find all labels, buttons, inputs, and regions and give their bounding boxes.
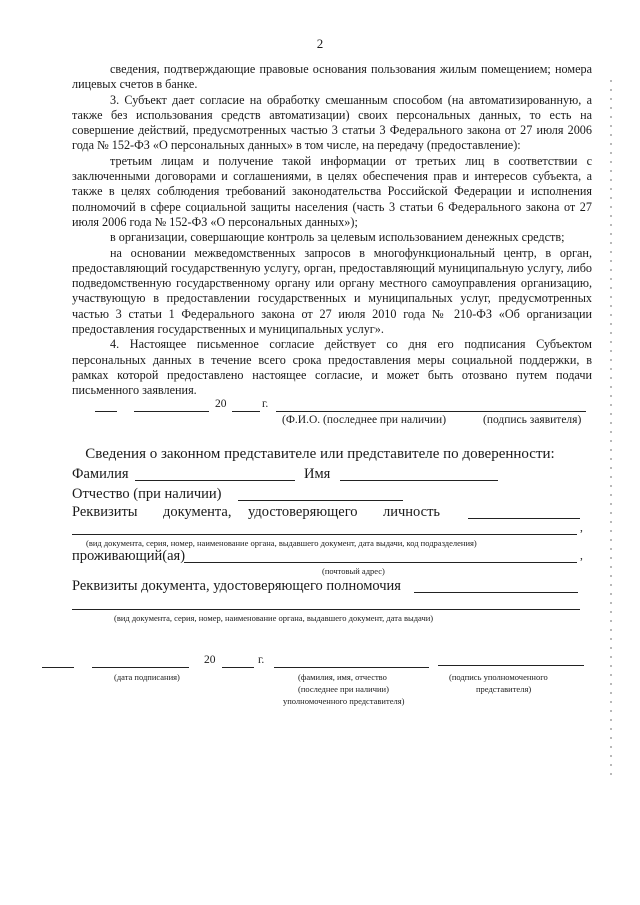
postal-address-field[interactable] [184,562,577,563]
date-caption: (дата подписания) [114,672,180,682]
rep-month-line[interactable] [92,667,189,668]
rep-sign-caption-1: (подпись уполномоченного [449,672,548,682]
id-doc-field-1[interactable] [468,518,580,519]
rep-fio-line[interactable] [274,667,429,668]
page-number: 2 [316,36,324,51]
rep-fio-caption-1: (фамилия, имя, отчество [298,672,387,682]
fio-caption: (Ф.И.О. (последнее при наличии) [282,414,447,426]
applicant-fio-sign-line[interactable] [276,411,586,412]
id-doc-caption: (вид документа, серия, номер, наименование органа, выдавшего документ, дата выдачи, код подразделения) [86,538,477,548]
paragraph-interagency: на основании межведомственных запросов в многофункциональный центр, в орган, предоставляющий государственную услугу, орган, предоставляющий муниципальную услугу, либо подведомственную государственному органу или органу местного самоуправления организацию, участвующую в предоставлении государственных и муниципальных услуг, предусмотренных частью 3 статьи 1 Федерального закона от 27 июля 2010 года № 210-ФЗ «Об организации предоставления государственных и муниципальных услуг». [72,245,592,337]
paragraph-third-parties: третьим лицам и получение такой информации от третьих лиц в соответствии с заключенными договорами и соглашениями, в целях обеспечения прав и интересов субъекта, а также в целях соблюдения требований законодательства Российской Федерации и исполнения полномочий в сфере социальной защиты населения (часть 3 статьи 6 Федерального закона от 27 июля 2006 года № 152-ФЗ «О персональных данных»); [72,153,592,229]
patronymic-field[interactable] [238,500,403,501]
document-page: 2 сведения, подтверждающие правовые основания пользования жилым помещением; номера лицевых счетов в банке. 3. Субъект дает согласие на обработку смешанным способом (на автоматизированную, а также без использования средств автоматизации) своих персональных данных, то есть на совершение действий, предусмотренных частью 3 статьи 3 Федерального закона от 27 июля 2006 года № 152-ФЗ «О персональных данных» в том числе, на передачу (предоставление): третьим лицам и получение такой информации от третьих лиц в соответствии с заключенными договорами и соглашениями, в целях обеспечения прав и интересов субъекта, а также в целях соблюдения требований законодательства Российской Федерации и исполнения полномочий в сфере социальной защиты населения (часть 3 статьи 6 Федерального закона от 27 июля 2006 года № 152-ФЗ «О персональных данных»); в организации, совершающие контроль за целевым использованием денежных средств; на основании межведомственных запросов в многофункциональный центр, в орган, предоставляющий государственную услугу, орган, предоставляющий муниципальную услугу, либо подведомственную государственному органу или органу местного самоуправления организацию, участвующую в предоставлении государственных и муниципальных услуг, предусмотренных частью 3 статьи 1 Федерального закона от 27 июля 2010 года № 210-ФЗ «Об организации предоставления государственных и муниципальных услуг». 4. Настоящее письменное согласие действует со дня его подписания Субъектом персональных данных в течение всего срока предоставления меры социальной поддержки, в рамках которой предоставлено настоящее согласие, и может быть отозвано путем подачи письменного заявления. 20 г. (Ф.И.О. (последнее при наличии) (подпись заявителя) Сведения о законном представителе или представителе по доверенности: Фамилия Имя Отчество (при наличии) Реквизиты документа, удостоверяющего личность , (вид документа, серия, номер, наименование органа, выдавшего документ, дата выдачи, код подразделения) проживающий(ая) , (почтовый адрес) Реквизиты документа, удостоверяющего полномочия (вид документа, серия, номер, наименование органа, выдавшего документ, дата выдачи) 20 г. (дата подписания) (фамилия, имя, отчество (последнее при наличии) уполномоченного представителя) (подпись уполномоченного представителя) [0,0,640,905]
year-line[interactable] [232,411,260,412]
power-doc-field-1[interactable] [414,592,578,593]
patronymic-label: Отчество (при наличии) [72,486,222,502]
rep-sign-line[interactable] [438,665,584,666]
day-line[interactable] [95,411,117,412]
power-doc-caption: (вид документа, серия, номер, наименование органа, выдавшего документ, дата выдачи) [114,613,434,623]
power-doc-field-2[interactable] [72,609,580,610]
rep-day-line[interactable] [42,667,74,668]
year-suffix: г. [262,398,269,410]
surname-label: Фамилия [72,466,129,482]
rep-year-prefix: 20 [204,654,216,666]
rep-fio-caption-3: уполномоченного представителя) [283,696,405,706]
consent-body [72,62,592,399]
id-doc-word-3: удостоверяющего [248,504,358,520]
paragraph-clause-4: 4. Настоящее письменное согласие действует со дня его подписания Субъектом персональных данных в течение всего срока предоставления меры социальной поддержки, в рамках которой предоставлено настоящее согласие, и может быть отозвано путем подачи письменного заявления. [72,337,592,398]
name-field[interactable] [340,480,498,481]
paragraph-documents: сведения, подтверждающие правовые основания пользования жилым помещением; номера лицевых счетов в банке. [72,62,592,92]
id-doc-field-2[interactable] [72,534,577,535]
power-doc-label: Реквизиты документа, удостоверяющего полномочия [72,578,401,594]
paragraph-clause-3: 3. Субъект дает согласие на обработку смешанным способом (на автоматизированную, а также без использования средств автоматизации) своих персональных данных, то есть на совершение действий, предусмотренных частью 3 статьи 3 Федерального закона от 27 июля 2006 года № 152-ФЗ «О персональных данных» в том числе, на передачу (предоставление): [72,92,592,153]
surname-field[interactable] [135,480,295,481]
scan-edge-marks [610,80,612,780]
name-label: Имя [304,466,331,482]
postal-caption: (почтовый адрес) [322,566,385,576]
rep-fio-caption-2: (последнее при наличии) [298,684,389,694]
rep-sign-caption-2: представителя) [476,684,532,694]
residing-label: проживающий(ая) [72,548,186,564]
rep-year-line[interactable] [222,667,254,668]
id-doc-word-1: Реквизиты [72,504,138,520]
representative-heading: Сведения о законном представителе или представителе по доверенности: [85,446,555,462]
id-doc-word-2: документа, [163,504,232,520]
year-prefix: 20 [215,398,227,410]
sign-caption: (подпись заявителя) [483,414,582,426]
paragraph-control-orgs: в организации, совершающие контроль за целевым использованием денежных средств; [110,230,565,245]
month-line[interactable] [134,411,209,412]
id-doc-word-4: личность [383,504,441,520]
rep-year-suffix: г. [258,654,265,666]
